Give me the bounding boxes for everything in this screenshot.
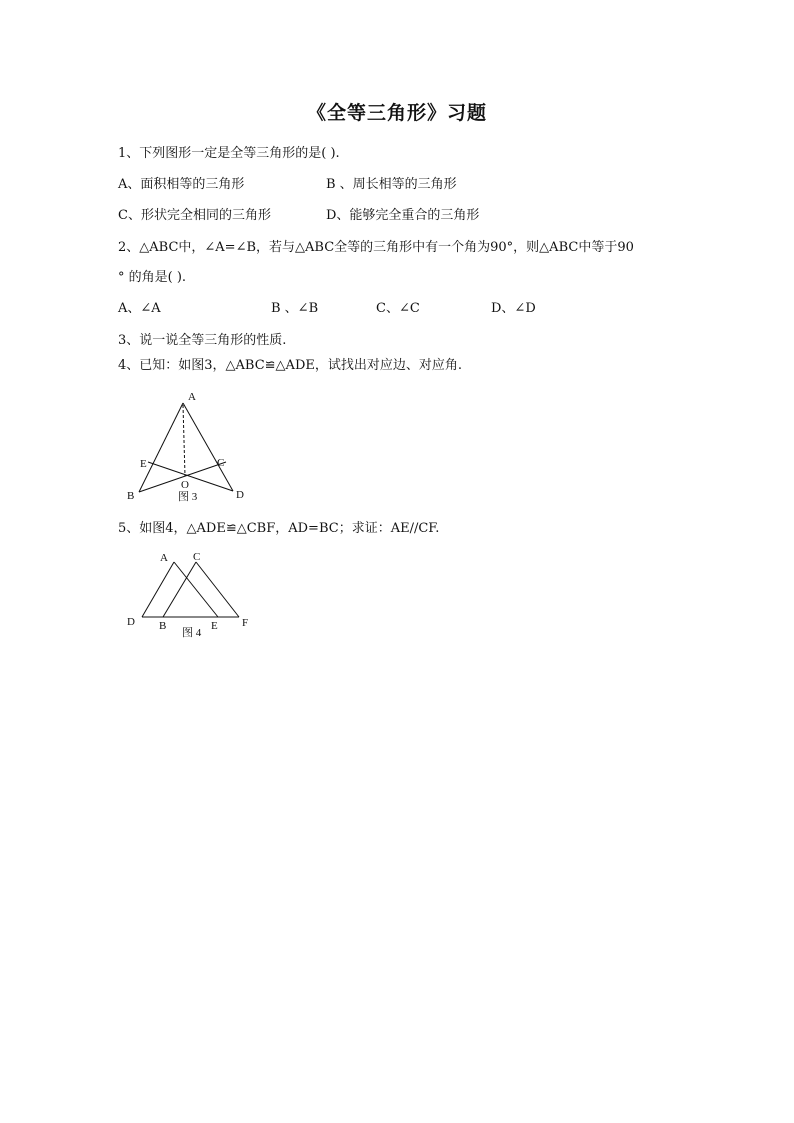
segment-da bbox=[142, 562, 174, 617]
segment-ae bbox=[174, 562, 218, 617]
question-1-option-c: C、形状完全相同的三角形 bbox=[118, 208, 271, 223]
segment-de bbox=[148, 462, 233, 491]
question-2-option-b: B 、∠B bbox=[271, 301, 319, 316]
figure-3-label-c: C bbox=[217, 457, 225, 469]
question-1-stem: 1、下列图形一定是全等三角形的是( ). bbox=[118, 146, 340, 161]
question-5-stem: 5、如图4，△ADE≌△CBF，AD=BC；求证：AE//CF. bbox=[118, 521, 440, 536]
question-1-option-a: A、面积相等的三角形 bbox=[118, 177, 245, 192]
figure-4-label-d: D bbox=[127, 616, 135, 628]
figure-3-label-e: E bbox=[140, 458, 147, 470]
segment-ad bbox=[183, 403, 233, 491]
question-2-option-c: C、∠C bbox=[376, 301, 420, 316]
figure-4-label-b: B bbox=[159, 620, 167, 632]
question-1-option-b: B 、周长相等的三角形 bbox=[326, 177, 457, 192]
question-2-stem-line1: 2、△ABC中，∠A=∠B，若与△ABC全等的三角形中有一个角为90°，则△ABC中等于90 bbox=[118, 240, 634, 255]
segment-ao-dashed bbox=[183, 405, 185, 476]
segment-ab bbox=[139, 403, 183, 492]
segment-bc bbox=[139, 462, 226, 492]
figure-4-label-a: A bbox=[160, 552, 168, 564]
figure-4-label-e: E bbox=[211, 620, 218, 632]
figure-4-caption: 图 4 bbox=[182, 627, 202, 639]
figure-4-label-f: F bbox=[242, 617, 249, 629]
question-2-stem-line2: ° 的角是( ). bbox=[118, 270, 187, 285]
figure-3-label-b: B bbox=[127, 490, 135, 502]
question-3-stem: 3、说一说全等三角形的性质. bbox=[118, 333, 287, 348]
page-title: 《全等三角形》习题 bbox=[306, 102, 487, 124]
segment-cf bbox=[196, 562, 239, 617]
figure-4-label-c: C bbox=[193, 551, 201, 563]
figure-3-caption: 图 3 bbox=[178, 491, 198, 503]
question-2-option-a: A、∠A bbox=[118, 301, 161, 316]
figure-3-label-d: D bbox=[236, 489, 244, 501]
segment-bc bbox=[163, 562, 196, 617]
question-2-option-d: D、∠D bbox=[491, 301, 536, 316]
figure-3-label-o: O bbox=[181, 479, 189, 491]
question-1-option-d: D、能够完全重合的三角形 bbox=[326, 208, 480, 223]
question-4-stem: 4、已知：如图3，△ABC≌△ADE，试找出对应边、对应角. bbox=[118, 358, 462, 373]
figure-3-label-a: A bbox=[188, 391, 196, 403]
